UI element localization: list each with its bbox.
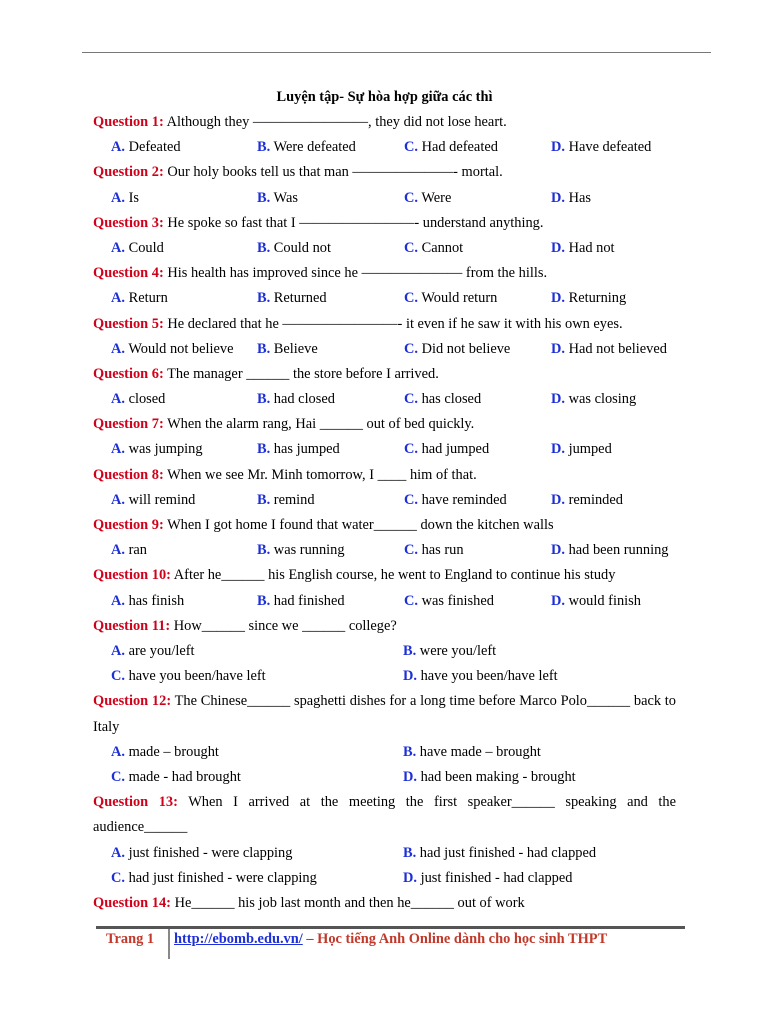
option-letter: A. bbox=[111, 743, 125, 760]
worksheet-title: Luyện tập- Sự hòa hợp giữa các thì bbox=[276, 89, 493, 105]
option-d[interactable] bbox=[403, 866, 694, 891]
option-text: Have defeated bbox=[565, 139, 652, 156]
option-c[interactable] bbox=[111, 664, 403, 689]
option-letter: C. bbox=[404, 592, 418, 609]
options-4 bbox=[93, 286, 676, 311]
question-10 bbox=[93, 563, 676, 588]
options-7 bbox=[93, 437, 676, 462]
option-letter: B. bbox=[257, 441, 271, 458]
option-text: have you been/have left bbox=[125, 668, 266, 685]
option-letter: A. bbox=[111, 340, 125, 357]
option-letter: B. bbox=[403, 844, 417, 861]
question-label: Question 5: bbox=[93, 315, 164, 332]
option-text: Did not believe bbox=[418, 340, 511, 357]
options-8 bbox=[93, 488, 676, 513]
option-a[interactable] bbox=[111, 740, 403, 765]
question-text: The Chinese______ spaghetti dishes for a long time before Marco Polo______ back to Italy bbox=[93, 693, 676, 735]
option-text: Could not bbox=[270, 239, 331, 256]
option-letter: B. bbox=[403, 743, 417, 760]
option-text: had been running bbox=[565, 542, 669, 559]
option-text: was finished bbox=[418, 592, 494, 609]
question-text: After he______ his English course, he went to England to continue his study bbox=[170, 567, 616, 584]
option-letter: A. bbox=[111, 189, 125, 206]
options-3 bbox=[93, 236, 676, 261]
option-b[interactable] bbox=[257, 437, 404, 462]
option-text: would finish bbox=[565, 592, 641, 609]
page-number: Trang 1 bbox=[106, 931, 155, 947]
option-text: had just finished - were clapping bbox=[125, 869, 317, 886]
question-label: Question 9: bbox=[93, 517, 164, 533]
option-letter: C. bbox=[404, 441, 418, 458]
option-text: has finish bbox=[125, 592, 185, 609]
question-5 bbox=[93, 312, 676, 337]
option-b[interactable] bbox=[257, 589, 404, 614]
question-3 bbox=[93, 211, 676, 236]
option-b[interactable] bbox=[257, 186, 404, 211]
option-d[interactable] bbox=[551, 337, 694, 362]
option-text: made – brought bbox=[125, 743, 219, 760]
option-letter: B. bbox=[257, 189, 271, 206]
option-c[interactable] bbox=[404, 488, 551, 513]
option-text: will remind bbox=[125, 491, 196, 508]
option-text: are you/left bbox=[125, 642, 195, 659]
option-d[interactable] bbox=[403, 664, 694, 689]
option-letter: D. bbox=[551, 139, 565, 156]
question-6 bbox=[93, 362, 676, 387]
option-text: had just finished - had clapped bbox=[416, 844, 597, 861]
options-6 bbox=[93, 387, 676, 412]
option-letter: D. bbox=[551, 189, 565, 206]
option-letter: C. bbox=[404, 189, 418, 206]
option-letter: D. bbox=[403, 668, 417, 685]
option-c[interactable] bbox=[404, 337, 551, 362]
option-letter: A. bbox=[111, 642, 125, 659]
question-9 bbox=[93, 513, 676, 538]
options-1 bbox=[93, 135, 676, 160]
options-11-row-1 bbox=[93, 639, 676, 664]
question-2 bbox=[93, 160, 676, 185]
option-letter: C. bbox=[111, 668, 125, 685]
question-text: He______ his job last month and then he______ out of work bbox=[170, 894, 525, 911]
option-text: have made – brought bbox=[416, 743, 541, 760]
options-2 bbox=[93, 186, 676, 211]
question-12 bbox=[93, 689, 676, 739]
option-c[interactable] bbox=[404, 437, 551, 462]
option-letter: D. bbox=[551, 441, 565, 458]
question-label: Question 13: bbox=[93, 794, 178, 811]
option-text: just finished - had clapped bbox=[417, 869, 573, 886]
question-label: Question 4: bbox=[93, 265, 164, 282]
option-d[interactable] bbox=[551, 236, 694, 261]
option-text: had jumped bbox=[418, 441, 490, 458]
option-d[interactable] bbox=[551, 437, 694, 462]
option-a[interactable] bbox=[111, 488, 257, 513]
question-8 bbox=[93, 463, 676, 488]
option-b[interactable] bbox=[257, 488, 404, 513]
option-text: Had defeated bbox=[418, 139, 498, 156]
option-a[interactable] bbox=[111, 286, 257, 311]
option-text: Were defeated bbox=[270, 139, 356, 156]
option-letter: A. bbox=[111, 592, 125, 609]
option-c[interactable] bbox=[404, 387, 551, 412]
top-rule bbox=[82, 52, 711, 53]
option-letter: B. bbox=[257, 290, 271, 307]
option-b[interactable] bbox=[403, 740, 694, 765]
options-13-row-2 bbox=[93, 866, 676, 891]
option-text: have you been/have left bbox=[417, 668, 558, 685]
option-a[interactable] bbox=[111, 186, 257, 211]
option-text: remind bbox=[270, 491, 315, 508]
option-text: had been making - brought bbox=[417, 768, 576, 785]
option-c[interactable] bbox=[404, 589, 551, 614]
option-letter: B. bbox=[257, 542, 271, 559]
option-text: was closing bbox=[565, 391, 637, 408]
option-b[interactable] bbox=[257, 337, 404, 362]
option-text: Had not believed bbox=[565, 340, 667, 357]
option-text: Defeated bbox=[125, 139, 181, 156]
question-label: Question 6: bbox=[93, 365, 164, 382]
option-c[interactable] bbox=[404, 236, 551, 261]
option-text: Would return bbox=[418, 290, 498, 307]
option-a[interactable] bbox=[111, 236, 257, 261]
question-text: How______ since we ______ college? bbox=[170, 617, 397, 634]
option-text: had closed bbox=[270, 391, 335, 408]
question-label: Question 3: bbox=[93, 214, 164, 231]
question-text: When I got home I found that water______ down the kitchen walls bbox=[163, 517, 554, 533]
options-13-row-1 bbox=[93, 841, 676, 866]
option-b[interactable] bbox=[257, 135, 404, 160]
footer-divider bbox=[168, 929, 170, 959]
option-letter: D. bbox=[551, 491, 565, 508]
option-letter: A. bbox=[111, 239, 125, 256]
option-text: made - had brought bbox=[125, 768, 241, 785]
question-1 bbox=[93, 110, 676, 135]
options-12-row-1 bbox=[93, 740, 676, 765]
question-label: Question 14: bbox=[93, 894, 171, 911]
option-text: Had not bbox=[565, 239, 615, 256]
option-a[interactable] bbox=[111, 437, 257, 462]
question-text: Although they ————————, they did not lose heart. bbox=[163, 114, 507, 130]
options-11-row-2 bbox=[93, 664, 676, 689]
question-4 bbox=[93, 261, 676, 286]
option-letter: A. bbox=[111, 391, 125, 408]
option-text: had finished bbox=[270, 592, 345, 609]
website-link[interactable]: http://ebomb.edu.vn/ bbox=[174, 931, 303, 947]
option-letter: C. bbox=[111, 768, 125, 785]
option-c[interactable] bbox=[404, 135, 551, 160]
question-label: Question 1: bbox=[93, 114, 164, 130]
option-text: Was bbox=[270, 189, 298, 206]
question-label: Question 12: bbox=[93, 693, 172, 710]
question-text: He declared that he ————————- it even if he saw it with his own eyes. bbox=[163, 315, 623, 332]
option-letter: D. bbox=[403, 768, 417, 785]
option-a[interactable] bbox=[111, 589, 257, 614]
option-d[interactable] bbox=[551, 286, 694, 311]
option-text: has closed bbox=[418, 391, 482, 408]
option-b[interactable] bbox=[257, 286, 404, 311]
option-text: Were bbox=[418, 189, 452, 206]
question-label: Question 7: bbox=[93, 416, 164, 433]
question-label: Question 10: bbox=[93, 567, 171, 584]
option-a[interactable] bbox=[111, 841, 403, 866]
option-text: closed bbox=[125, 391, 166, 408]
option-letter: B. bbox=[257, 340, 271, 357]
option-text: has jumped bbox=[270, 441, 340, 458]
option-letter: D. bbox=[403, 869, 417, 886]
option-text: have reminded bbox=[418, 491, 507, 508]
question-text: He spoke so fast that I ————————- understand anything. bbox=[163, 214, 544, 231]
question-label: Question 8: bbox=[93, 466, 164, 483]
option-c[interactable] bbox=[404, 186, 551, 211]
option-a[interactable] bbox=[111, 538, 257, 563]
option-letter: C. bbox=[404, 542, 418, 559]
page-footer bbox=[96, 926, 685, 961]
question-text: Our holy books tell us that man ———————- mortal. bbox=[163, 164, 503, 181]
option-letter: D. bbox=[551, 391, 565, 408]
option-text: has run bbox=[418, 542, 464, 559]
worksheet bbox=[93, 85, 676, 916]
option-letter: B. bbox=[257, 491, 271, 508]
option-text: ran bbox=[125, 542, 147, 559]
option-letter: B. bbox=[257, 139, 271, 156]
option-a[interactable] bbox=[111, 337, 257, 362]
option-text: reminded bbox=[565, 491, 623, 508]
option-d[interactable] bbox=[551, 387, 694, 412]
option-d[interactable] bbox=[403, 765, 694, 790]
option-letter: D. bbox=[551, 290, 565, 307]
option-letter: B. bbox=[257, 239, 271, 256]
option-d[interactable] bbox=[551, 538, 694, 563]
option-c[interactable] bbox=[111, 866, 403, 891]
option-text: Has bbox=[565, 189, 591, 206]
option-letter: A. bbox=[111, 441, 125, 458]
option-text: Return bbox=[125, 290, 168, 307]
option-text: jumped bbox=[565, 441, 612, 458]
option-b[interactable] bbox=[403, 841, 694, 866]
option-d[interactable] bbox=[551, 135, 694, 160]
option-letter: D. bbox=[551, 239, 565, 256]
options-5 bbox=[93, 337, 676, 362]
option-letter: C. bbox=[404, 290, 418, 307]
option-letter: A. bbox=[111, 491, 125, 508]
question-label: Question 2: bbox=[93, 164, 164, 181]
option-letter: B. bbox=[403, 642, 417, 659]
question-text: When we see Mr. Minh tomorrow, I ____ him of that. bbox=[163, 466, 477, 483]
option-letter: C. bbox=[404, 340, 418, 357]
option-letter: D. bbox=[551, 340, 565, 357]
option-c[interactable] bbox=[404, 286, 551, 311]
option-text: Would not believe bbox=[125, 340, 234, 357]
footer-tagline: – Học tiếng Anh Online dành cho học sinh THPT bbox=[302, 931, 608, 947]
option-letter: A. bbox=[111, 139, 125, 156]
option-text: Returned bbox=[270, 290, 327, 307]
question-14 bbox=[93, 891, 676, 916]
option-b[interactable] bbox=[257, 538, 404, 563]
option-text: Cannot bbox=[418, 239, 464, 256]
question-text: When I arrived at the meeting the first speaker______ speaking and the audience______ bbox=[93, 794, 676, 836]
option-letter: C. bbox=[404, 139, 418, 156]
option-letter: D. bbox=[551, 592, 565, 609]
option-letter: C. bbox=[404, 391, 418, 408]
option-text: Could bbox=[125, 239, 164, 256]
option-letter: C. bbox=[404, 239, 418, 256]
question-13 bbox=[93, 790, 676, 840]
option-letter: B. bbox=[257, 391, 271, 408]
options-10 bbox=[93, 589, 676, 614]
option-text: Believe bbox=[270, 340, 318, 357]
question-text: When the alarm rang, Hai ______ out of bed quickly. bbox=[163, 416, 475, 433]
option-text: was running bbox=[270, 542, 345, 559]
question-7 bbox=[93, 412, 676, 437]
option-text: were you/left bbox=[416, 642, 497, 659]
question-11 bbox=[93, 614, 676, 639]
option-b[interactable] bbox=[403, 639, 694, 664]
option-text: Is bbox=[125, 189, 139, 206]
option-d[interactable] bbox=[551, 589, 694, 614]
option-d[interactable] bbox=[551, 186, 694, 211]
option-letter: A. bbox=[111, 844, 125, 861]
option-letter: B. bbox=[257, 592, 271, 609]
options-9 bbox=[93, 538, 676, 563]
option-c[interactable] bbox=[404, 538, 551, 563]
question-text: His health has improved since he ——————— from the hills. bbox=[163, 265, 548, 282]
option-letter: D. bbox=[551, 542, 565, 559]
option-a[interactable] bbox=[111, 387, 257, 412]
question-label: Question 11: bbox=[93, 617, 171, 634]
option-a[interactable] bbox=[111, 639, 403, 664]
option-letter: A. bbox=[111, 542, 125, 559]
option-a[interactable] bbox=[111, 135, 257, 160]
option-text: was jumping bbox=[125, 441, 203, 458]
option-text: Returning bbox=[565, 290, 627, 307]
footer-line bbox=[174, 931, 607, 948]
option-c[interactable] bbox=[111, 765, 403, 790]
option-b[interactable] bbox=[257, 236, 404, 261]
question-text: The manager ______ the store before I arrived. bbox=[163, 365, 439, 382]
option-b[interactable] bbox=[257, 387, 404, 412]
option-letter: A. bbox=[111, 290, 125, 307]
option-text: just finished - were clapping bbox=[125, 844, 293, 861]
option-letter: C. bbox=[404, 491, 418, 508]
option-letter: C. bbox=[111, 869, 125, 886]
options-12-row-2 bbox=[93, 765, 676, 790]
option-d[interactable] bbox=[551, 488, 694, 513]
